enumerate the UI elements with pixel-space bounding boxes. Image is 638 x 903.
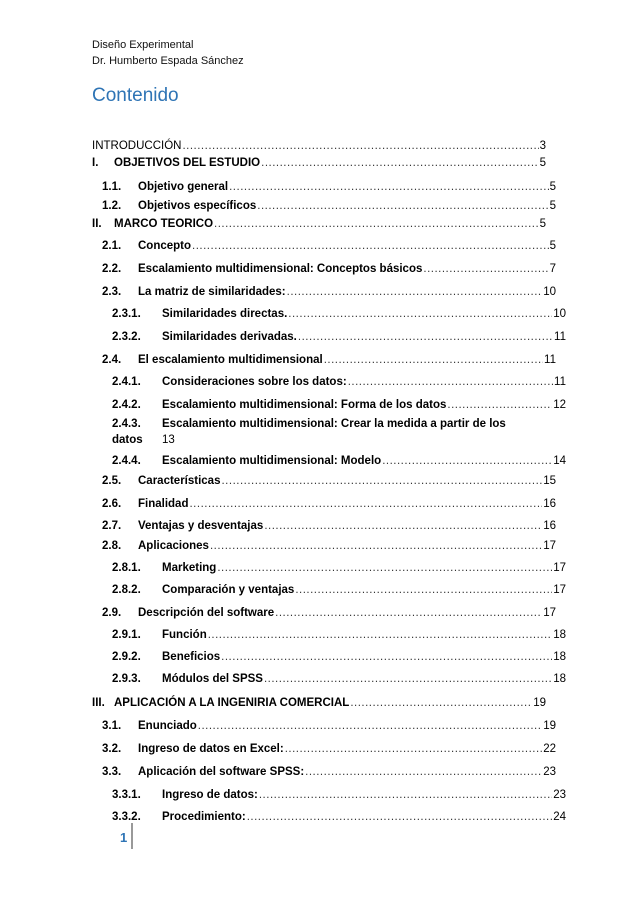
toc-entry-number: 2.3.1. [112, 308, 141, 320]
toc-entry-page: 12 [553, 399, 566, 411]
toc-entry-page: 18 [553, 651, 566, 663]
toc-entry-number: 2.4. [102, 354, 122, 366]
toc-entry-page: 18 [553, 673, 566, 685]
toc-entry-number: 1.2. [102, 200, 122, 212]
toc-entry-title: Comparación y ventajas [162, 584, 295, 596]
toc-leader-dots [257, 200, 548, 212]
toc-entry-title: Aplicación del software SPSS: [138, 766, 305, 778]
toc-entry-number: III. [92, 697, 105, 709]
toc-leader-dots [275, 607, 542, 619]
toc-entry[interactable] [92, 354, 556, 366]
toc-leader-dots [210, 540, 542, 552]
toc-entry-number: 2.6. [102, 498, 122, 510]
toc-entry-page: 17 [543, 540, 556, 552]
toc-entry[interactable] [92, 673, 566, 685]
toc-entry[interactable] [92, 720, 556, 732]
toc-entry-page: 16 [543, 520, 556, 532]
toc-entry-title: Similaridades directas. [162, 308, 288, 320]
toc-entry-title: Finalidad [138, 498, 189, 510]
toc-entry-title: Procedimiento: [162, 811, 246, 823]
toc-entry-title: Objetivo general [138, 181, 229, 193]
toc-entry[interactable] [92, 789, 566, 801]
toc-entry-number: 2.1. [102, 240, 122, 252]
toc-entry-title: Escalamiento multidimensional: Conceptos básicos [138, 263, 423, 275]
toc-title: Contenido [92, 85, 179, 106]
toc-leader-dots [247, 811, 552, 823]
toc-entry-number: 2.2. [102, 263, 122, 275]
toc-entry-title: El escalamiento multidimensional [138, 354, 323, 366]
toc-entry-page: 23 [553, 789, 566, 801]
toc-entry-page: 11 [544, 354, 556, 366]
toc-leader-dots [208, 629, 552, 641]
toc-entry-number: 2.5. [102, 475, 122, 487]
toc-leader-dots [423, 263, 548, 275]
toc-leader-dots [264, 673, 552, 685]
toc-entry-title: Aplicaciones [138, 540, 209, 552]
toc-entry[interactable] [92, 475, 556, 487]
toc-entry-number: 2.8.1. [112, 562, 141, 574]
toc-entry[interactable] [92, 651, 566, 663]
toc-entry-page: 10 [543, 286, 556, 298]
toc-entry-number: 2.4.1. [112, 376, 141, 388]
toc-entry[interactable] [92, 286, 556, 298]
toc-entry[interactable] [92, 200, 556, 212]
toc-entry[interactable] [92, 540, 556, 552]
toc-entry-number: 2.8.2. [112, 584, 141, 596]
toc-entry-number: 3.3.1. [112, 789, 141, 801]
toc-entry-title: Similaridades derivadas. [162, 331, 297, 343]
toc-entry-number: 2.7. [102, 520, 122, 532]
toc-entry-page: 15 [543, 475, 556, 487]
toc-entry-title: Descripción del software [138, 607, 275, 619]
toc-leader-dots [350, 697, 532, 709]
toc-leader-dots [221, 475, 542, 487]
toc-entry-number: II. [92, 218, 102, 230]
toc-entry-page: 17 [553, 562, 566, 574]
toc-leader-dots [382, 455, 552, 467]
toc-entry[interactable] [112, 416, 546, 448]
toc-entry-number: 2.9.3. [112, 673, 141, 685]
toc-entry-number: 2.9. [102, 607, 122, 619]
toc-entry[interactable] [92, 157, 546, 169]
toc-leader-dots [447, 399, 552, 411]
toc-entry-page: 5 [549, 181, 556, 193]
toc-entry[interactable] [92, 498, 556, 510]
toc-entry[interactable] [92, 584, 566, 596]
toc-entry-number: 3.1. [102, 720, 122, 732]
toc-entry-page: 5 [549, 200, 556, 212]
toc-entry-title: APLICACIÓN A LA INGENIRIA COMERCIAL [114, 697, 350, 709]
toc-entry-title: OBJETIVOS DEL ESTUDIO [114, 157, 261, 169]
page-header [92, 37, 244, 69]
toc-entry-title: Enunciado [138, 720, 197, 732]
toc-entry[interactable] [92, 181, 556, 193]
toc-entry[interactable] [92, 218, 546, 230]
toc-leader-dots [192, 240, 549, 252]
toc-entry[interactable] [92, 331, 566, 343]
toc-entry-number: I. [92, 157, 99, 169]
toc-entry-title: Objetivos específicos [138, 200, 257, 212]
toc-leader-dots [214, 218, 539, 230]
toc-entry-title: Escalamiento multidimensional: Forma de los datos [162, 399, 447, 411]
toc-leader-dots [261, 157, 538, 169]
toc-leader-dots [182, 140, 538, 152]
toc-entry[interactable] [92, 455, 566, 467]
toc-entry-page: 18 [553, 629, 566, 641]
toc-entry-page: 5 [539, 157, 546, 169]
toc-entry-page: 19 [543, 720, 556, 732]
toc-entry-page: 24 [553, 811, 566, 823]
toc-entry-number: 3.3.2. [112, 811, 141, 823]
toc-entry-page: 5 [539, 218, 546, 230]
toc-entry-title: Ingreso de datos en Excel: [138, 743, 284, 755]
toc-entry-number: 2.4.3. [112, 418, 141, 430]
toc-entry[interactable] [92, 697, 546, 709]
toc-entry-number: 2.3.2. [112, 331, 141, 343]
footer-divider [131, 823, 133, 849]
toc-entry[interactable] [92, 766, 556, 778]
toc-entry-number: 2.4.2. [112, 399, 141, 411]
toc-entry-title: INTRODUCCIÓN [92, 140, 182, 152]
toc-entry-title-cont: datos [112, 434, 143, 446]
toc-leader-dots [221, 651, 552, 663]
toc-entry-number: 3.3. [102, 766, 122, 778]
toc-entry-number: 2.8. [102, 540, 122, 552]
toc-entry-title: Función [162, 629, 207, 641]
toc-entry-page: 23 [543, 766, 556, 778]
toc-entry-number: 2.9.1. [112, 629, 141, 641]
toc-entry[interactable] [92, 140, 546, 152]
toc-entry-page: 14 [553, 455, 566, 467]
toc-entry-title: Beneficios [162, 651, 221, 663]
toc-leader-dots [198, 720, 542, 732]
toc-entry[interactable] [92, 520, 556, 532]
toc-entry-page: 19 [533, 697, 546, 709]
toc-entry-title: Concepto [138, 240, 192, 252]
toc-entry[interactable] [92, 308, 566, 320]
toc-entry-number: 1.1. [102, 181, 122, 193]
header-course: Diseño Experimental [92, 39, 194, 51]
toc-entry-number: 2.4.4. [112, 455, 141, 467]
toc-leader-dots [287, 286, 543, 298]
toc-entry[interactable] [92, 607, 556, 619]
toc-entry-title: Ingreso de datos: [162, 789, 258, 801]
toc-leader-dots [229, 181, 548, 193]
toc-entry-page: 11 [554, 376, 566, 388]
toc-leader-dots [285, 743, 542, 755]
toc-entry-title: Módulos del SPSS [162, 673, 263, 685]
toc-entry[interactable] [92, 743, 556, 755]
toc-entry-page: 10 [553, 308, 566, 320]
toc-entry-title: Características [138, 475, 221, 487]
toc-entry-page: 3 [539, 140, 546, 152]
toc-entry-page: 7 [549, 263, 556, 275]
toc-leader-dots [264, 520, 542, 532]
toc-entry[interactable] [92, 240, 556, 252]
toc-entry-page: 17 [553, 584, 566, 596]
toc-entry-title: Ventajas y desventajas [138, 520, 264, 532]
toc-entry-page: 22 [543, 743, 556, 755]
toc-leader-dots [348, 376, 553, 388]
toc-leader-dots [295, 584, 552, 596]
toc-leader-dots [259, 789, 552, 801]
toc-entry-number: 2.9.2. [112, 651, 141, 663]
toc-entry-title: Consideraciones sobre los datos: [162, 376, 347, 388]
toc-entry[interactable] [92, 811, 566, 823]
toc-leader-dots [189, 498, 542, 510]
toc-entry-title: Escalamiento multidimensional: Crear la medida a partir de los [162, 418, 506, 430]
toc-entry[interactable] [92, 376, 566, 388]
toc-entry[interactable] [92, 263, 556, 275]
toc-entry-page: 11 [554, 331, 566, 343]
toc-leader-dots [298, 331, 553, 343]
toc-entry-title: Marketing [162, 562, 217, 574]
toc-entry[interactable] [92, 629, 566, 641]
page-number: 1 [120, 830, 128, 845]
toc-entry-title: Escalamiento multidimensional: Modelo [162, 455, 382, 467]
toc-leader-dots [324, 354, 543, 366]
toc-leader-dots [305, 766, 542, 778]
toc-entry-title: MARCO TEORICO [114, 218, 214, 230]
toc-leader-dots [217, 562, 552, 574]
toc-entry-number: 2.3. [102, 286, 122, 298]
toc-entry-title: La matriz de similaridades: [138, 286, 286, 298]
toc-entry[interactable] [92, 562, 566, 574]
toc-entry-page: 13 [162, 434, 175, 446]
toc-entry[interactable] [92, 399, 566, 411]
header-author: Dr. Humberto Espada Sánchez [92, 55, 244, 67]
toc-entry-page: 17 [543, 607, 556, 619]
toc-entry-page: 16 [543, 498, 556, 510]
toc-leader-dots [288, 308, 552, 320]
toc-entry-number: 3.2. [102, 743, 122, 755]
toc-entry-page: 5 [549, 240, 556, 252]
